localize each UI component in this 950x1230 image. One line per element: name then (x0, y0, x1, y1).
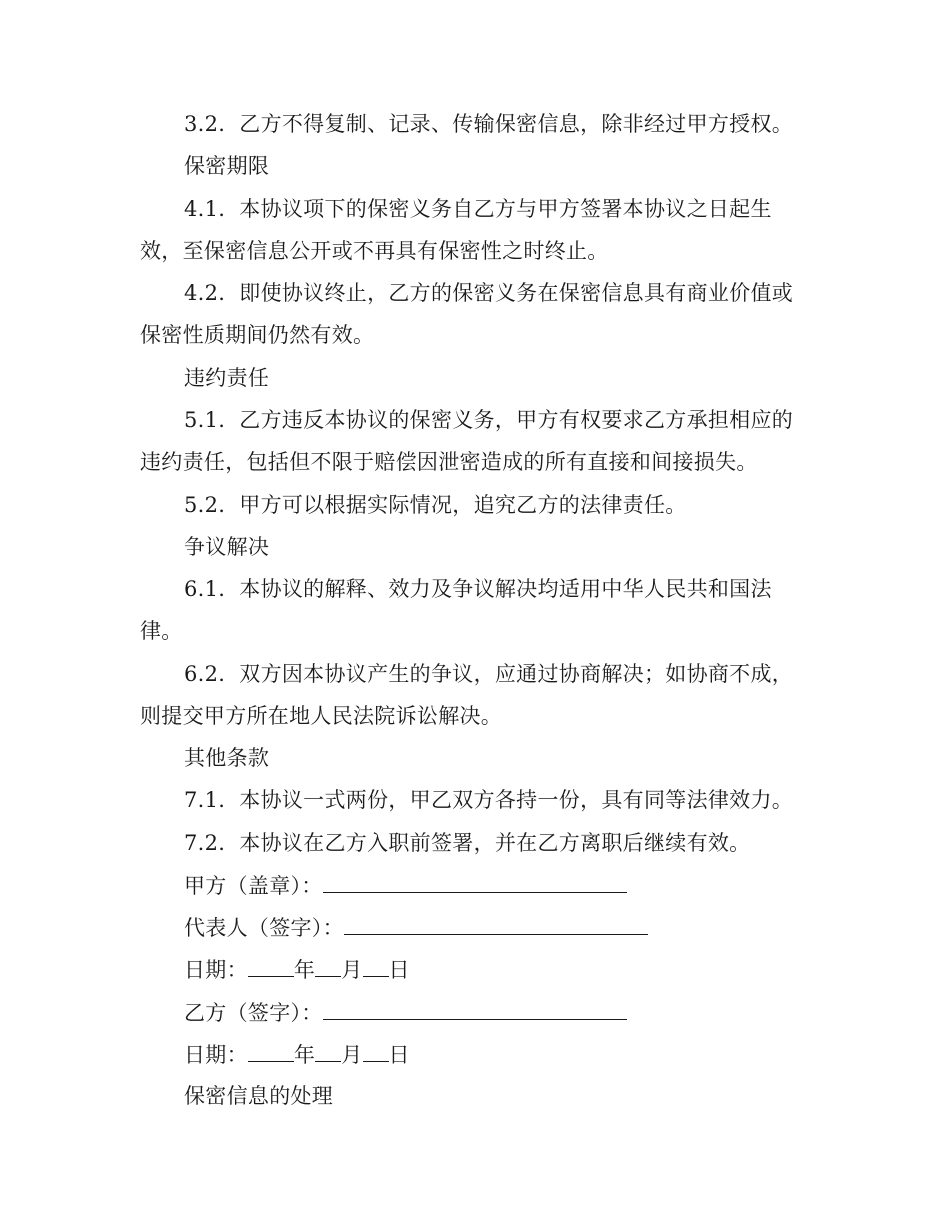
year-blank[interactable] (248, 956, 294, 977)
clause-4-1-line-1 (184, 196, 772, 222)
clause-6-1-line-2: 律。 (140, 619, 183, 643)
date-label: 日期： (184, 958, 248, 982)
clause-number: 6.2. (184, 662, 226, 686)
party-b-signature-blank[interactable] (323, 999, 627, 1020)
clause-text: 双方因本协议产生的争议，应通过协商解决；如协商不成， (239, 662, 794, 686)
representative-label: 代表人（签字）： (184, 916, 344, 940)
clause-7-2 (184, 830, 750, 856)
clause-number: 6.1. (184, 577, 226, 601)
clause-text: 乙方不得复制、记录、传输保密信息，除非经过甲方授权。 (239, 112, 794, 136)
day-blank[interactable] (363, 1041, 389, 1062)
clause-number: 4.2. (184, 281, 226, 305)
day-label: 日 (388, 1043, 410, 1067)
clause-4-1-line-2: 效，至保密信息公开或不再具有保密性之时终止。 (140, 239, 609, 263)
clause-text: 本协议项下的保密义务自乙方与甲方签署本协议之日起生 (239, 197, 772, 221)
clause-number: 5.2. (184, 493, 226, 517)
representative-signature-line (184, 914, 648, 941)
party-a-label: 甲方（盖章）： (184, 874, 323, 898)
day-blank[interactable] (363, 956, 389, 977)
section-heading-dispute: 争议解决 (184, 535, 270, 559)
year-label: 年 (293, 958, 316, 982)
month-blank[interactable] (315, 1041, 341, 1062)
clause-text: 本协议一式两份，甲乙双方各持一份，具有同等法律效力。 (239, 788, 794, 812)
party-a-seal-blank[interactable] (323, 872, 627, 893)
month-label: 月 (341, 958, 363, 982)
section-heading-other: 其他条款 (184, 746, 270, 770)
party-b-label: 乙方（签字）： (184, 1001, 323, 1025)
section-heading-liability: 违约责任 (184, 366, 270, 390)
section-heading-info-handling: 保密信息的处理 (184, 1084, 334, 1108)
party-a-seal-line (184, 872, 627, 899)
date-line-a (184, 956, 410, 983)
date-label: 日期： (184, 1043, 248, 1067)
clause-text: 本协议的解释、效力及争议解决均适用中华人民共和国法 (239, 577, 772, 601)
clause-number: 7.2. (184, 831, 226, 855)
clause-text: 本协议在乙方入职前签署，并在乙方离职后继续有效。 (239, 831, 751, 855)
clause-number: 3.2. (184, 112, 226, 136)
clause-5-1-line-2: 违约责任，包括但不限于赔偿因泄密造成的所有直接和间接损失。 (140, 450, 758, 474)
date-line-b (184, 1041, 410, 1068)
clause-6-1-line-1 (184, 576, 772, 602)
year-label: 年 (293, 1043, 316, 1067)
clause-number: 5.1. (184, 408, 226, 432)
representative-signature-blank[interactable] (344, 914, 648, 935)
party-b-signature-line (184, 999, 627, 1026)
clause-4-2-line-2: 保密性质期间仍然有效。 (140, 323, 375, 347)
month-label: 月 (341, 1043, 363, 1067)
clause-5-1-line-1 (184, 407, 793, 433)
clause-3-2 (184, 111, 793, 137)
clause-number: 4.1. (184, 197, 226, 221)
year-blank[interactable] (248, 1041, 294, 1062)
day-label: 日 (388, 958, 410, 982)
section-heading-confidentiality-period: 保密期限 (184, 154, 270, 178)
clause-text: 即使协议终止，乙方的保密义务在保密信息具有商业价值或 (239, 281, 794, 305)
clause-text: 乙方违反本协议的保密义务，甲方有权要求乙方承担相应的 (239, 408, 794, 432)
clause-7-1 (184, 787, 793, 813)
clause-4-2-line-1 (184, 280, 793, 306)
clause-5-2 (184, 492, 687, 518)
month-blank[interactable] (315, 956, 341, 977)
clause-6-2-line-2: 则提交甲方所在地人民法院诉讼解决。 (140, 704, 503, 728)
clause-6-2-line-1 (184, 661, 793, 687)
clause-number: 7.1. (184, 788, 226, 812)
clause-text: 甲方可以根据实际情况，追究乙方的法律责任。 (239, 493, 687, 517)
